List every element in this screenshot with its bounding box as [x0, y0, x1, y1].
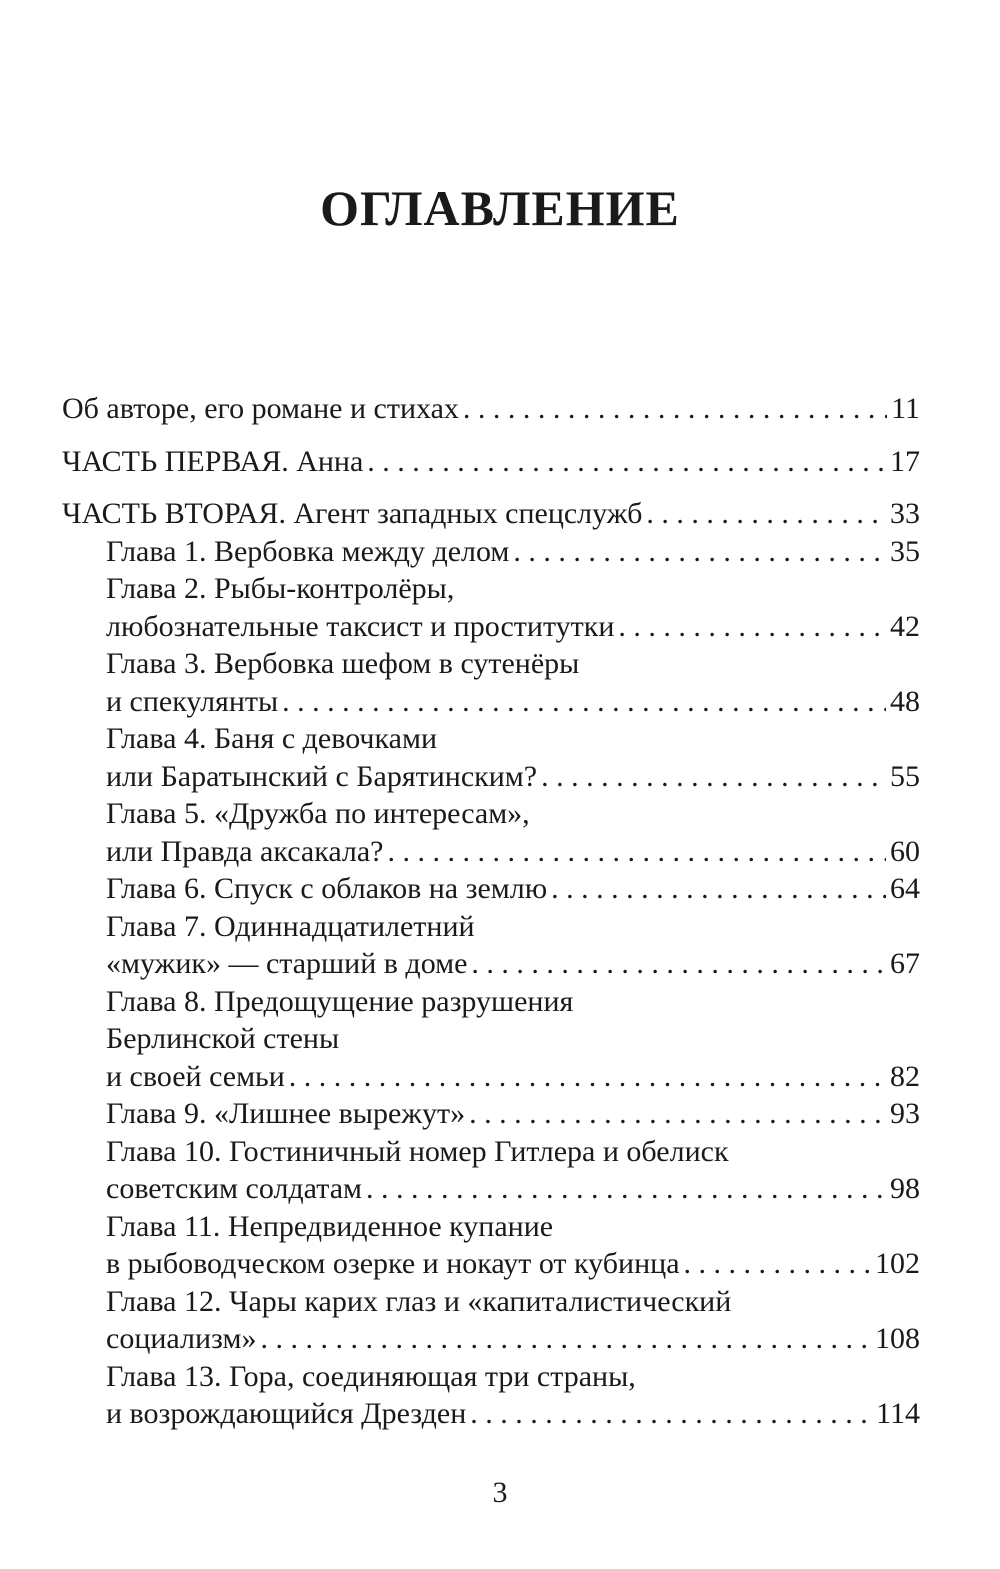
dot-leader — [463, 390, 887, 428]
toc-entry-title-line: ЧАСТЬ ВТОРАЯ. Агент западных спецслужб — [62, 497, 643, 530]
toc-entry-row — [62, 683, 920, 721]
toc-entry-row — [62, 1058, 920, 1096]
dot-leader — [541, 758, 886, 796]
toc-page-number: 98 — [890, 1172, 920, 1205]
toc-entry-row — [62, 533, 920, 571]
toc-entry-title-line: Глава 4. Баня с девочками — [106, 722, 437, 755]
toc-page-number: 114 — [876, 1397, 920, 1430]
dot-leader — [289, 1058, 886, 1096]
toc-page-number: 102 — [875, 1247, 920, 1280]
toc-entry-title-line: или Правда аксакала? — [106, 834, 384, 868]
toc-entry-title-line: Глава 9. «Лишнее вырежут» — [106, 1097, 466, 1130]
toc-entry[interactable] — [62, 570, 920, 645]
toc-entry-row — [62, 495, 920, 533]
toc-entry[interactable] — [62, 870, 920, 908]
dot-leader — [367, 443, 886, 481]
toc-entry[interactable] — [62, 795, 920, 870]
toc-page-number: 108 — [875, 1322, 920, 1355]
toc-page-number: 93 — [890, 1097, 920, 1130]
toc-entry-row — [62, 390, 920, 428]
toc-entry[interactable] — [62, 1095, 920, 1133]
dot-leader — [471, 945, 886, 983]
dot-leader — [684, 1245, 871, 1283]
toc-page-number: 55 — [890, 759, 920, 793]
toc-entry[interactable] — [62, 1208, 920, 1283]
toc-entry-title-line: Глава 5. «Дружба по интересам», — [106, 797, 530, 830]
toc-entry-row — [62, 1095, 920, 1133]
toc-entry-title-line: советским солдатам — [106, 1172, 362, 1205]
toc-entry-row — [62, 945, 920, 983]
toc-entry-row — [62, 1245, 920, 1283]
toc-entry-title-line: Глава 1. Вербовка между делом — [106, 534, 510, 568]
dot-leader — [260, 1320, 871, 1358]
toc-page-number: 33 — [890, 497, 920, 530]
toc-entry-title-line: ЧАСТЬ ПЕРВАЯ. Анна — [62, 444, 364, 478]
toc-entry[interactable] — [62, 645, 920, 720]
toc-entry-title-line: любознательные таксист и проститутки — [106, 609, 615, 643]
toc-page-number: 64 — [890, 872, 920, 905]
dot-leader — [513, 533, 886, 571]
page-number: 3 — [492, 1476, 508, 1509]
toc-page-number: 11 — [891, 392, 920, 425]
toc-entry-title-line: Берлинской стены — [106, 1022, 340, 1055]
toc-entry-title-line: и спекулянты — [106, 684, 279, 718]
toc-page-number: 42 — [890, 609, 920, 643]
dot-leader — [366, 1170, 886, 1208]
toc-entry-title-line: «мужик» — старший в доме — [106, 947, 468, 980]
toc-entry[interactable] — [62, 1133, 920, 1208]
toc-entry[interactable] — [62, 908, 920, 983]
toc-entry-row — [62, 870, 920, 908]
toc-entry-title-line: Глава 8. Предощущение разрушения — [106, 984, 574, 1018]
toc-entry-row — [62, 1395, 920, 1433]
toc-entry-row — [62, 758, 920, 796]
toc-entry-row — [62, 443, 920, 481]
dot-leader — [470, 1395, 872, 1433]
toc-entry[interactable] — [62, 1283, 920, 1358]
dot-leader — [551, 870, 886, 908]
page-title: ОГЛАВЛЕНИЕ — [320, 180, 680, 236]
toc-entry[interactable] — [62, 533, 920, 571]
toc-page-number: 17 — [890, 444, 920, 478]
toc-entry[interactable] — [62, 390, 920, 428]
toc-entry-row — [62, 608, 920, 646]
toc-entry[interactable] — [62, 1358, 920, 1433]
toc-entry[interactable] — [62, 983, 920, 1096]
toc-entry-title-line: Об авторе, его романе и стихах — [62, 392, 459, 425]
toc-entry-title-line: Глава 6. Спуск с облаков на землю — [106, 872, 548, 905]
toc-entry-title-line: в рыбоводческом озерке и нокаут от кубинца — [106, 1247, 680, 1280]
toc-entry-title-line: Глава 7. Одиннадцатилетний — [106, 909, 475, 943]
toc-entry-title-line: или Баратынский с Барятинским? — [106, 759, 538, 793]
toc-entry-title-line: социализм» — [106, 1322, 257, 1355]
toc-entry-title-line: и возрождающийся Дрезден — [106, 1397, 467, 1430]
toc-entry-title-line: Глава 2. Рыбы-контролёры, — [106, 572, 455, 605]
dot-leader — [469, 1095, 886, 1133]
dot-leader — [618, 608, 886, 646]
toc-entry-title-line: Глава 13. Гора, соединяющая три страны, — [106, 1359, 636, 1393]
toc-entry[interactable] — [62, 443, 920, 481]
toc-page-number: 35 — [890, 534, 920, 568]
toc-entry[interactable] — [62, 720, 920, 795]
toc-entry-row — [62, 1320, 920, 1358]
toc-page-number: 48 — [890, 684, 920, 718]
table-of-contents — [62, 390, 920, 1433]
toc-page-number: 60 — [890, 834, 920, 868]
toc-entry-title-line: Глава 12. Чары карих глаз и «капиталистический — [106, 1284, 732, 1318]
toc-entry-row — [62, 1170, 920, 1208]
toc-entry-title-line: Глава 3. Вербовка шефом в сутенёры — [106, 647, 580, 680]
dot-leader — [646, 495, 886, 533]
toc-entry[interactable] — [62, 495, 920, 533]
dot-leader — [388, 833, 887, 871]
toc-page-number: 82 — [890, 1059, 920, 1093]
toc-entry-title-line: Глава 11. Непредвиденное купание — [106, 1209, 554, 1243]
toc-entry-title-line: Глава 10. Гостиничный номер Гитлера и обелиск — [106, 1134, 729, 1168]
toc-page-number: 67 — [890, 947, 920, 980]
toc-entry-title-line: и своей семьи — [106, 1059, 285, 1093]
dot-leader — [282, 683, 886, 721]
toc-entry-row — [62, 833, 920, 871]
